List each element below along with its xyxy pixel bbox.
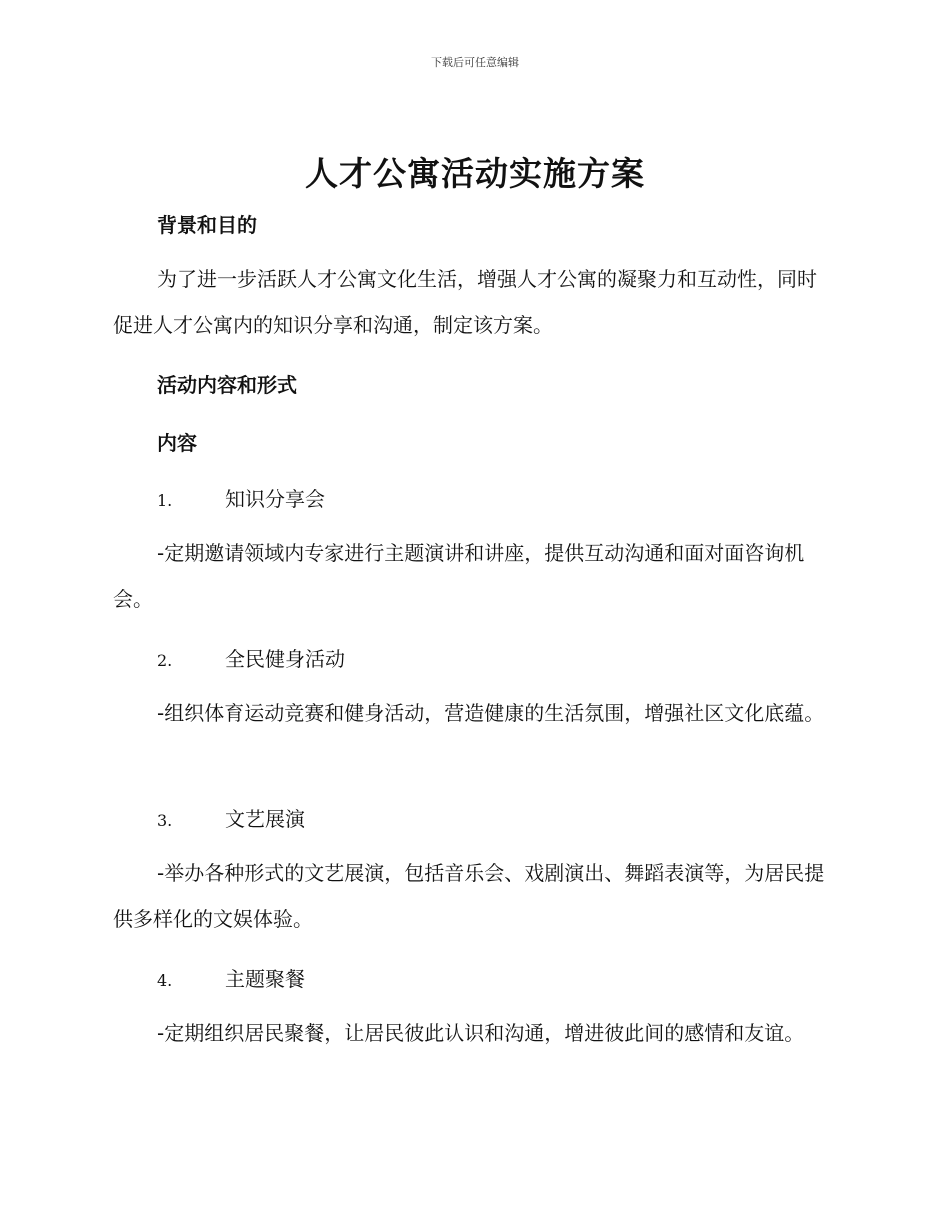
list-item-1: [157, 483, 325, 512]
list-item-number: 3.: [157, 811, 173, 830]
page-header-note: 下载后可任意编辑: [431, 56, 519, 69]
section-heading-content: 内容: [157, 431, 197, 455]
intro-paragraph: 为了进一步活跃人才公寓文化生活，增强人才公寓的凝聚力和互动性，同时促进人才公寓内的知识分享和沟通，制定该方案。: [113, 267, 817, 337]
list-item-1-description: -定期邀请领域内专家进行主题演讲和讲座，提供互动沟通和面对面咨询机会。: [113, 541, 805, 611]
list-item-4-description: -定期组织居民聚餐，让居民彼此认识和沟通，增进彼此间的感情和友谊。: [157, 1021, 805, 1045]
list-item-label: 主题聚餐: [225, 967, 305, 991]
list-item-4: [157, 963, 305, 992]
list-item-label: 知识分享会: [225, 487, 325, 511]
section-heading-activities: 活动内容和形式: [157, 373, 297, 397]
list-item-label: 全民健身活动: [225, 647, 345, 671]
list-item-2-description: -组织体育运动竞赛和健身活动，营造健康的生活氛围，增强社区文化底蕴。: [157, 701, 825, 725]
list-item-3: [157, 803, 305, 832]
list-item-3-description: -举办各种形式的文艺展演，包括音乐会、戏剧演出、舞蹈表演等，为居民提供多样化的文娱体验。: [113, 861, 825, 931]
list-item-2: [157, 643, 345, 672]
list-item-number: 4.: [157, 971, 173, 990]
document-title: 人才公寓活动实施方案: [305, 154, 645, 193]
section-heading-background: 背景和目的: [157, 213, 257, 237]
list-item-label: 文艺展演: [225, 807, 305, 831]
list-item-number: 2.: [157, 651, 173, 670]
list-item-number: 1.: [157, 491, 173, 510]
